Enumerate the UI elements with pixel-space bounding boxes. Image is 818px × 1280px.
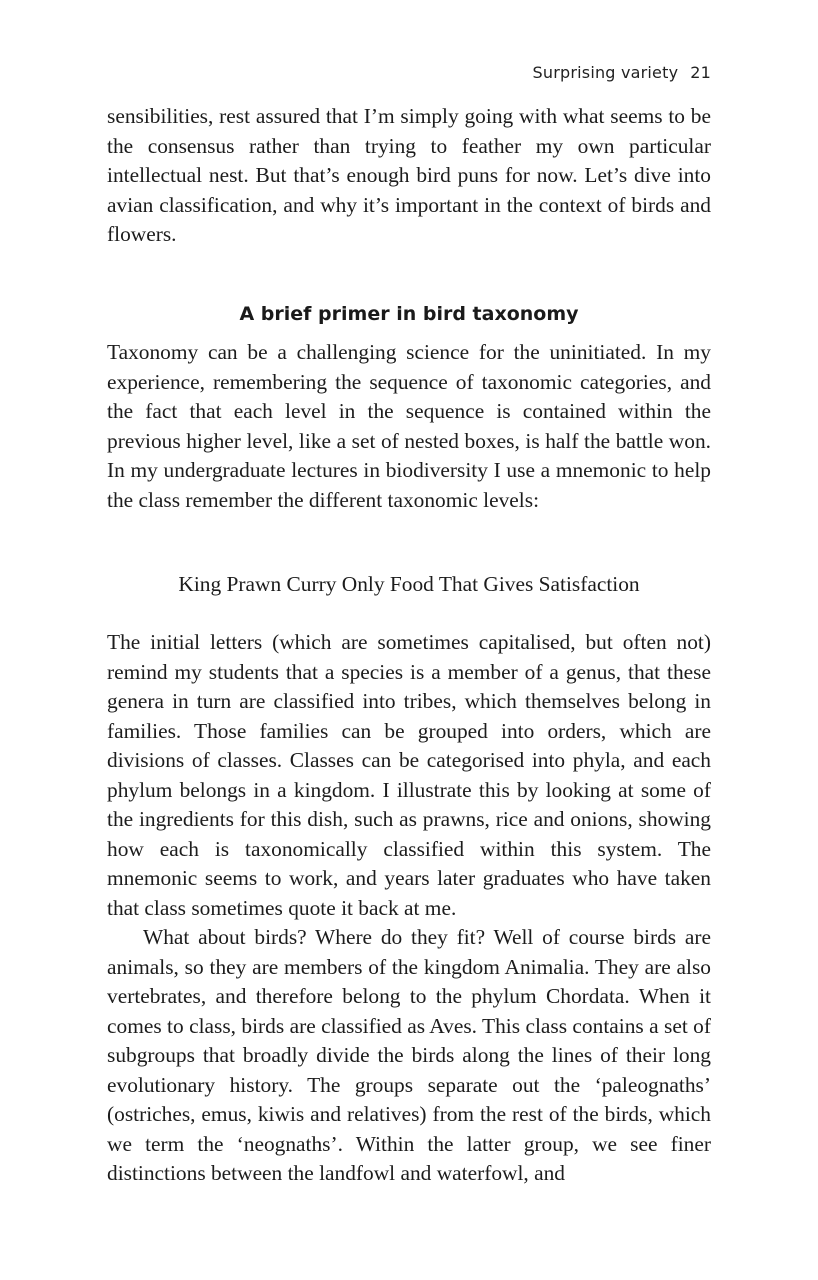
paragraph-text: The initial letters (which are sometimes capitalised, but often not) remind my students that a species is a member of a genus, that these genera in turn are classified into tribes, which themselves belong in families. Those families can be grouped into orders, which are divisions of classes. Classes can be categorised into phyla, and each phylum belongs in a kingdom. I illustrate this by looking at some of the ingredients for this dish, such as prawns, rice and onions, showing how each is taxonomically classified within this system. The mnemonic seems to work, and years later graduates who have taken that class sometimes quote it back at me. <box>107 630 711 920</box>
running-head <box>533 60 711 86</box>
paragraph-text: What about birds? Where do they fit? Well of course birds are animals, so they are members of the kingdom Animalia. They are also vertebrates, and therefore belong to the phylum Chordata. When it comes to class, birds are classified as Aves. This class contains a set of subgroups that broadly divide the birds along the lines of their long evolutionary history. The groups separate out the ‘paleognaths’ (ostriches, emus, kiwis and relatives) from the rest of the birds, which we term the ‘neognaths’. Within the latter group, we see finer distinctions between the landfowl and waterfowl, and <box>107 925 711 1185</box>
body-paragraph-4 <box>107 923 711 1189</box>
mnemonic-line: King Prawn Curry Only Food That Gives Satisfaction <box>178 572 640 596</box>
section-heading: A brief primer in bird taxonomy <box>239 303 579 325</box>
page-number: 21 <box>690 63 711 82</box>
body-paragraph-2 <box>107 338 711 515</box>
paragraph-text: Taxonomy can be a challenging science for the uninitiated. In my experience, remembering the sequence of taxonomic categories, and the fact that each level in the sequence is contained within the previous higher level, like a set of nested boxes, is half the battle won. In my undergraduate lectures in biodiversity I use a mnemonic to help the class remember the different taxonomic levels: <box>107 340 711 512</box>
running-title: Surprising variety <box>532 63 679 82</box>
body-paragraph-3 <box>107 628 711 923</box>
body-paragraph-1 <box>107 102 711 250</box>
paragraph-text: sensibilities, rest assured that I’m simply going with what seems to be the consensus rather than trying to feather my own particular intellectual nest. But that’s enough bird puns for now. Let’s dive into avian classification, and why it’s important in the context of birds and flowers. <box>107 104 711 246</box>
